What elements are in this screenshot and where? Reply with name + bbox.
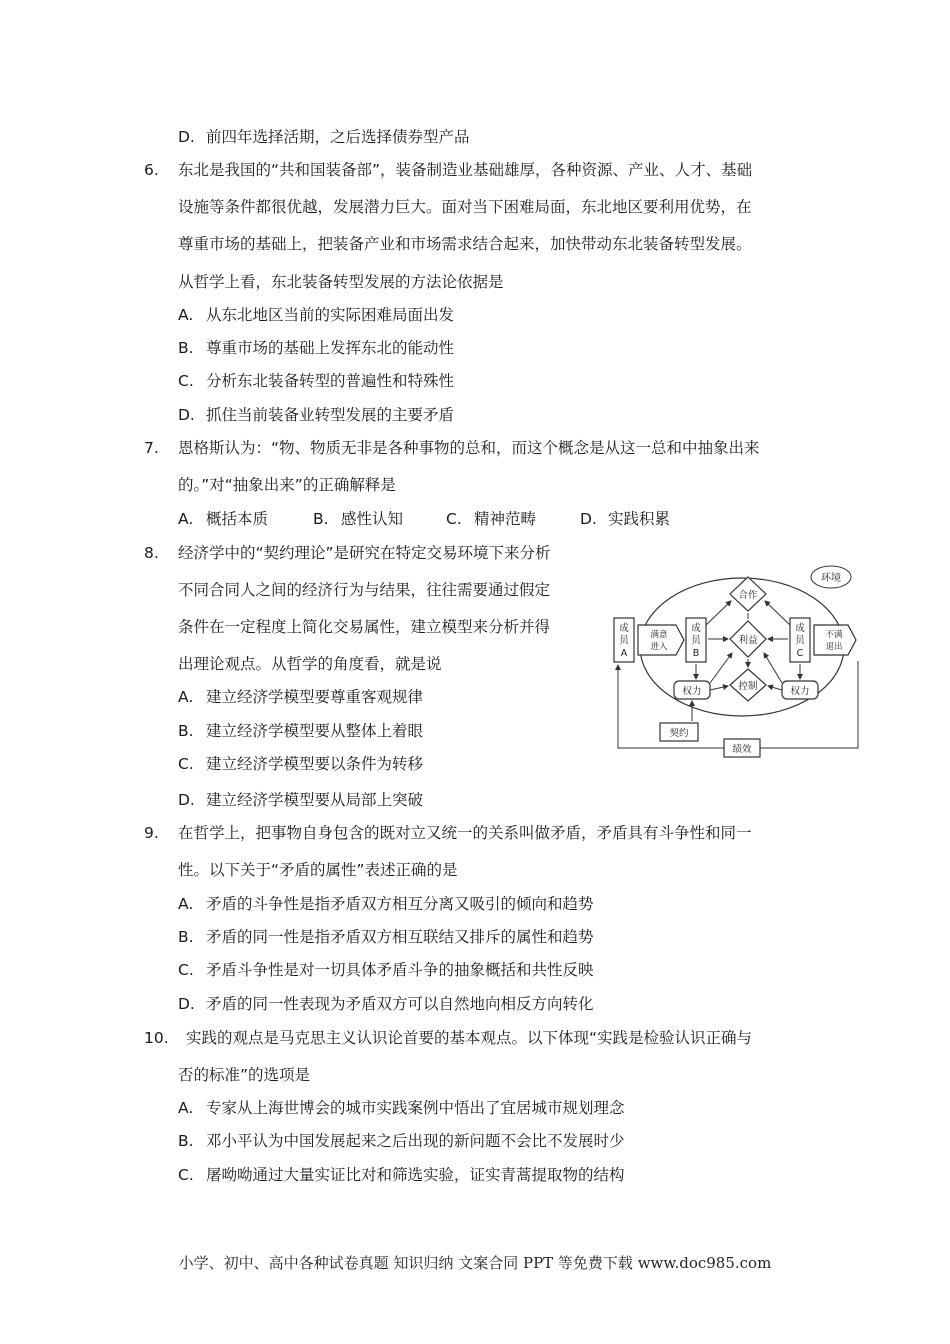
q8-option-d[interactable] — [178, 790, 423, 810]
option-letter: D. — [178, 995, 195, 1013]
option-letter: C. — [446, 510, 462, 528]
unsatisfied-exit-label: 不满 — [825, 630, 843, 640]
option-text: 建立经济学模型要从局部上突破 — [206, 791, 424, 809]
member-b-char: B — [692, 648, 700, 659]
option-text: 矛盾的斗争性是指矛盾双方相互分离又吸引的倾向和趋势 — [206, 895, 594, 913]
q8-stem-line: 出理论观点。从哲学的角度看，就是说 — [178, 655, 442, 673]
q6-stem-line: 设施等条件都很优越，发展潜力巨大。面对当下困难局面，东北地区要利用优势，在 — [178, 198, 752, 216]
benefit-label: 利益 — [738, 635, 758, 646]
option-text: 矛盾的同一性表现为矛盾双方可以自然地向相反方向转化 — [206, 995, 594, 1013]
option-letter: B. — [178, 1132, 194, 1150]
member-a-char: 成 — [619, 623, 629, 634]
environment-label: 环境 — [821, 573, 841, 584]
q9-stem-line: 在哲学上，把事物自身包含的既对立又统一的关系叫做矛盾，矛盾具有斗争性和同一 — [178, 824, 752, 842]
feedback-line — [760, 661, 858, 748]
option-text: 建立经济学模型要以条件为转移 — [206, 755, 424, 773]
power-right-label: 权力 — [790, 686, 810, 697]
option-letter: B. — [178, 722, 194, 740]
member-a-char: A — [620, 648, 628, 659]
option-text: 概括本质 — [206, 510, 269, 528]
q9-stem-line: 性。以下关于“矛盾的属性”表述正确的是 — [178, 861, 458, 879]
contract-label: 契约 — [669, 728, 689, 739]
option-text: 实践积累 — [608, 510, 671, 528]
q6-number: 6. — [144, 161, 159, 179]
connector-arrow — [710, 653, 732, 683]
connector-arrow — [768, 686, 782, 690]
satisfied-enter-label: 满意 — [650, 630, 668, 640]
option-letter: D. — [178, 128, 195, 146]
option-text: 建立经济学模型要从整体上着眼 — [206, 722, 424, 740]
performance-label: 绩效 — [732, 744, 752, 755]
option-letter: B. — [313, 510, 329, 528]
option-text: 前四年选择活期，之后选择债券型产品 — [206, 128, 470, 146]
option-letter: A. — [178, 306, 194, 324]
option-letter: D. — [178, 406, 195, 424]
option-letter: B. — [178, 928, 194, 946]
q10-option-c[interactable] — [178, 1165, 625, 1185]
member-c-char: C — [796, 648, 804, 659]
option-text: 邓小平认为中国发展起来之后出现的新问题不会比不发展时少 — [206, 1132, 625, 1150]
unsatisfied-exit-label: 退出 — [825, 642, 843, 652]
q6-stem-line: 从哲学上看，东北装备转型发展的方法论依据是 — [178, 273, 504, 291]
q9-option-c[interactable] — [178, 960, 594, 980]
q6-option-c[interactable] — [178, 371, 454, 391]
power-left-label: 权力 — [682, 686, 702, 697]
cooperation-label: 合作 — [738, 590, 758, 601]
option-text: 精神范畴 — [474, 510, 537, 528]
satisfied-enter-label: 进入 — [650, 642, 668, 652]
option-letter: D. — [580, 510, 597, 528]
q10-option-a[interactable] — [178, 1098, 625, 1118]
option-text: 矛盾斗争性是对一切具体矛盾斗争的抽象概括和共性反映 — [206, 961, 594, 979]
option-text: 从东北地区当前的实际困难局面出发 — [206, 306, 455, 324]
option-text: 感性认知 — [341, 510, 404, 528]
q9-number: 9. — [144, 824, 159, 842]
q10-option-b[interactable] — [178, 1131, 625, 1151]
connector-arrow — [765, 601, 790, 625]
option-letter: A. — [178, 1099, 194, 1117]
q6-option-d[interactable] — [178, 405, 454, 425]
q7-stem-line: 的。”对“抽象出来”的正确解释是 — [178, 476, 396, 494]
q8-stem-line: 条件在一定程度上简化交易属性，建立模型来分析并得 — [178, 618, 551, 636]
option-text: 尊重市场的基础上发挥东北的能动性 — [206, 339, 455, 357]
q8-option-a[interactable] — [178, 687, 423, 707]
member-a-char: 员 — [619, 635, 629, 646]
q8-number: 8. — [144, 544, 159, 562]
q7-stem-line: 恩格斯认为：“物、物质无非是各种事物的总和，而这个概念是从这一总和中抽象出来 — [178, 439, 760, 457]
q10-stem-line: 实践的观点是马克思主义认识论首要的基本观点。以下体现“实践是检验认识正确与 — [186, 1029, 753, 1047]
q6-option-a[interactable] — [178, 305, 454, 325]
q6-stem-line: 尊重市场的基础上，把装备产业和市场需求结合起来，加快带动东北装备转型发展。 — [178, 235, 752, 253]
q8-stem-line: 不同合同人之间的经济行为与结果，往往需要通过假定 — [178, 581, 551, 599]
q7-option-a[interactable] — [178, 509, 268, 529]
option-text: 建立经济学模型要尊重客观规律 — [206, 688, 424, 706]
option-letter: A. — [178, 895, 194, 913]
q10-stem-line: 否的标准”的选项是 — [178, 1066, 311, 1084]
member-b-char: 成 — [691, 623, 701, 634]
contract-theory-diagram — [610, 563, 862, 763]
q8-stem-line: 经济学中的“契约理论”是研究在特定交易环境下来分析 — [178, 544, 551, 562]
q9-option-b[interactable] — [178, 927, 594, 947]
page-footer: 小学、初中、高中各种试卷真题 知识归纳 文案合同 PPT 等免费下载 www.doc985.com — [178, 1254, 772, 1272]
q7-option-c[interactable] — [446, 509, 536, 529]
connector-arrow — [706, 601, 731, 625]
q5-option-d — [178, 127, 470, 147]
option-letter: B. — [178, 339, 194, 357]
connector-arrow — [710, 686, 728, 690]
option-text: 矛盾的同一性是指矛盾双方相互联结又排斥的属性和趋势 — [206, 928, 594, 946]
option-letter: C. — [178, 372, 194, 390]
q9-option-d[interactable] — [178, 994, 594, 1014]
q7-option-d[interactable] — [580, 509, 670, 529]
option-letter: C. — [178, 1166, 194, 1184]
q8-option-b[interactable] — [178, 721, 423, 741]
q9-option-a[interactable] — [178, 894, 594, 914]
q6-stem-line: 东北是我国的“共和国装备部”，装备制造业基础雄厚，各种资源、产业、人才、基础 — [178, 161, 753, 179]
q8-option-c[interactable] — [178, 754, 423, 774]
option-text: 屠呦呦通过大量实证比对和筛选实验，证实青蒿提取物的结构 — [206, 1166, 625, 1184]
member-b-char: 员 — [691, 635, 701, 646]
member-c-char: 成 — [795, 623, 805, 634]
q10-number: 10. — [144, 1029, 169, 1047]
option-text: 专家从上海世博会的城市实践案例中悟出了宜居城市规划理念 — [206, 1099, 625, 1117]
option-letter: C. — [178, 961, 194, 979]
option-letter: A. — [178, 510, 194, 528]
q6-option-b[interactable] — [178, 338, 454, 358]
option-letter: D. — [178, 791, 195, 809]
option-text: 抓住当前装备业转型发展的主要矛盾 — [206, 406, 455, 424]
option-letter: A. — [178, 688, 194, 706]
connector-arrow — [764, 653, 782, 683]
member-c-char: 员 — [795, 635, 805, 646]
control-label: 控制 — [738, 681, 758, 692]
q7-option-b[interactable] — [313, 509, 403, 529]
option-letter: C. — [178, 755, 194, 773]
option-text: 分析东北装备转型的普遍性和特殊性 — [206, 372, 455, 390]
q7-number: 7. — [144, 439, 159, 457]
